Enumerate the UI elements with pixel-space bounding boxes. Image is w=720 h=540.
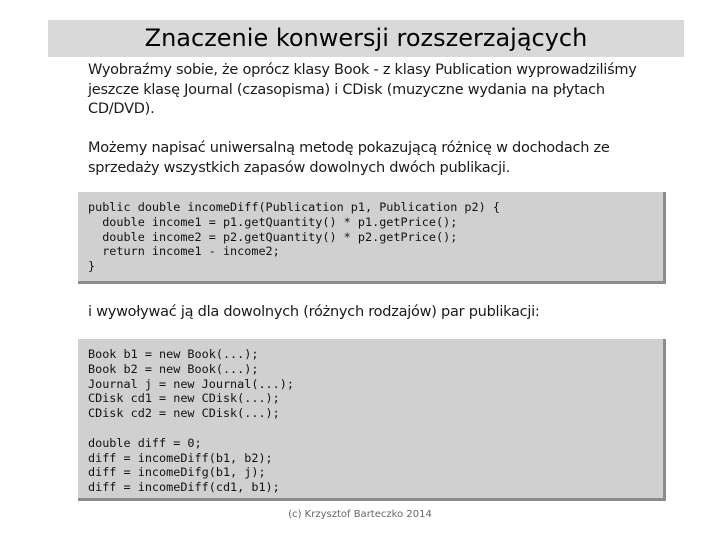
code-line: return income1 - income2; xyxy=(88,244,280,259)
code-line: diff = incomeDiff(b1, b2); xyxy=(88,450,273,465)
method-code-block xyxy=(78,192,666,284)
text-line: Możemy napisać uniwersalną metodę pokazującą różnicę w dochodach ze xyxy=(88,140,610,156)
text-line: sprzedaży wszystkich zapasów dowolnych dwóch publikacji. xyxy=(88,159,511,176)
footer-copyright: (c) Krzysztof Barteczko 2014 xyxy=(288,509,432,520)
code-line: diff = incomeDifg(b1, j); xyxy=(88,465,266,480)
code-line: double income2 = p2.getQuantity() * p2.getPrice(); xyxy=(88,229,458,244)
intro-paragraph xyxy=(88,61,648,120)
text-line: CD/DVD). xyxy=(88,101,155,117)
code-line: CDisk cd2 = new CDisk(...); xyxy=(88,406,280,421)
code-line: double diff = 0; xyxy=(88,435,202,450)
code-line: } xyxy=(88,259,96,274)
code-line: Journal j = new Journal(...); xyxy=(88,376,294,391)
usage-code-block xyxy=(78,339,666,501)
text-line: Wyobraźmy sobie, że oprócz klasy Book - z klasy Publication wyprowadziliśmy xyxy=(88,62,637,78)
code-line: Book b1 = new Book(...); xyxy=(88,347,259,361)
title-bar xyxy=(48,20,684,57)
slide-title: Znaczenie konwersji rozszerzających xyxy=(144,24,588,52)
code-blank-line xyxy=(88,421,653,436)
code-line: diff = incomeDiff(cd1, b1); xyxy=(88,480,280,495)
usage-paragraph: i wywoływać ją dla dowolnych (różnych rodzajów) par publikacji: xyxy=(88,304,540,320)
code-line: double income1 = p1.getQuantity() * p1.getPrice(); xyxy=(88,214,458,229)
code-line: public double incomeDiff(Publication p1, Publication p2) { xyxy=(88,200,500,214)
method-paragraph xyxy=(88,139,648,178)
code-line: Book b2 = new Book(...); xyxy=(88,361,259,376)
code-line: CDisk cd1 = new CDisk(...); xyxy=(88,391,280,406)
text-line: jeszcze klasę Journal (czasopisma) i CDisk (muzyczne wydania na płytach xyxy=(88,81,605,98)
